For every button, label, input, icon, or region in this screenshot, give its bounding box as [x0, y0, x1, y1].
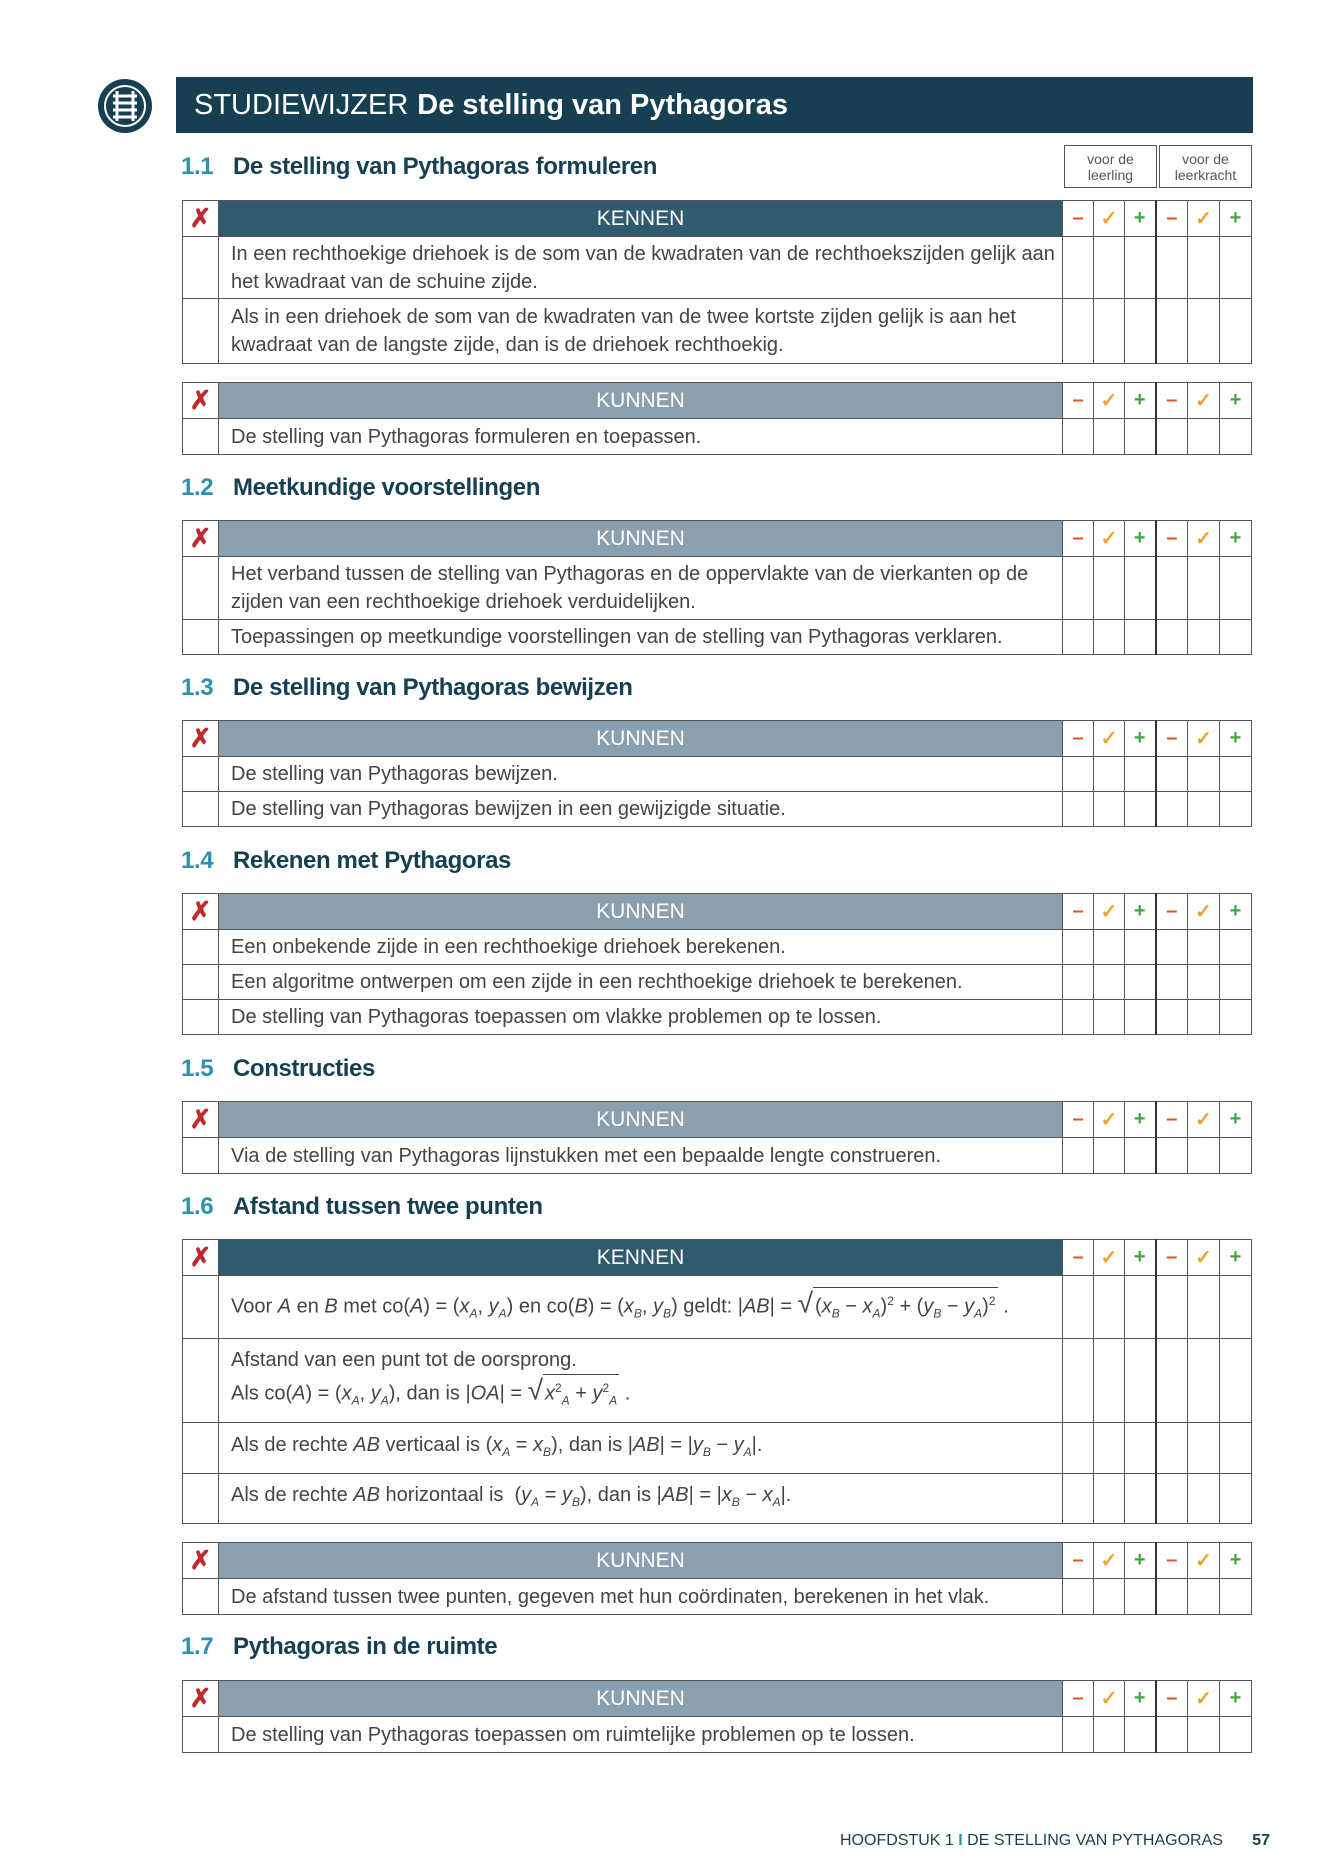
table-header-row [183, 894, 1252, 930]
rating-check-teacher[interactable]: ✓ [1188, 894, 1220, 930]
rating-plus-student[interactable]: + [1125, 521, 1156, 557]
checkbox-cell[interactable] [1125, 930, 1156, 965]
rating-minus-student[interactable]: – [1063, 1681, 1094, 1717]
rating-minus-student[interactable]: – [1063, 1102, 1094, 1138]
section-number: 1.4 [181, 847, 214, 874]
formula-horizontal-line: Als de rechte AB horizontaal is $(y_A = y_B)$, dan is $|AB| = |x_B - x_A|$. [219, 1474, 1063, 1524]
table-header-row [183, 201, 1252, 237]
checkbox-cell[interactable] [1220, 237, 1252, 299]
rating-plus-student[interactable]: + [1125, 1543, 1156, 1579]
checkbox-cell[interactable] [1063, 419, 1094, 455]
checkbox-cell[interactable] [1188, 620, 1220, 655]
rating-check-teacher[interactable]: ✓ [1188, 1240, 1220, 1276]
checkbox-cell[interactable] [1188, 1579, 1220, 1615]
checkbox-cell[interactable] [1188, 557, 1220, 620]
rating-plus-teacher[interactable]: + [1220, 1240, 1252, 1276]
table-heading: KUNNEN [219, 894, 1063, 930]
section-number: 1.3 [181, 674, 214, 701]
column-header-teacher-line1: voor de [1182, 151, 1229, 167]
checkbox-cell[interactable] [1094, 237, 1125, 299]
table-header-row [183, 721, 1252, 757]
cross-icon: ✗ [183, 201, 219, 237]
section-title-text: Meetkundige voorstellingen [233, 474, 540, 501]
table-heading: KUNNEN [219, 1543, 1063, 1579]
footer-chapter: HOOFDSTUK 1 [840, 1832, 954, 1849]
checkbox-cell[interactable] [1188, 1276, 1220, 1339]
goal-text: Toepassingen op meetkundige voorstellingen van de stelling van Pythagoras verklaren. [219, 620, 1063, 655]
checkbox-cell[interactable] [1094, 965, 1125, 1000]
checkbox-cell[interactable] [1220, 930, 1252, 965]
goal-text: De afstand tussen twee punten, gegeven met hun coördinaten, berekenen in het vlak. [219, 1579, 1063, 1615]
checkbox-cell[interactable] [1156, 1423, 1188, 1474]
table-row [183, 1000, 1252, 1035]
rating-plus-teacher[interactable]: + [1220, 1681, 1252, 1717]
checkbox-cell[interactable] [1156, 1138, 1188, 1174]
checkbox-cell[interactable] [1220, 1000, 1252, 1035]
rating-check-student[interactable]: ✓ [1094, 383, 1125, 419]
checkbox-cell[interactable] [1188, 792, 1220, 827]
checkbox-cell[interactable] [1188, 930, 1220, 965]
rating-check-teacher[interactable]: ✓ [1188, 201, 1220, 237]
cross-icon: ✗ [183, 721, 219, 757]
table-heading: KUNNEN [219, 1102, 1063, 1138]
section-title-text: Constructies [233, 1055, 375, 1082]
checkbox-cell[interactable] [1220, 792, 1252, 827]
rating-plus-teacher[interactable]: + [1220, 894, 1252, 930]
rating-check-student[interactable]: ✓ [1094, 1102, 1125, 1138]
cross-icon: ✗ [183, 894, 219, 930]
table-heading: KENNEN [219, 201, 1063, 237]
checkbox-cell[interactable] [1063, 620, 1094, 655]
table-header-row [183, 1102, 1252, 1138]
rating-check-student[interactable]: ✓ [1094, 521, 1125, 557]
rating-plus-student[interactable]: + [1125, 1681, 1156, 1717]
cross-icon: ✗ [183, 1681, 219, 1717]
rating-minus-teacher[interactable]: – [1156, 894, 1188, 930]
rating-minus-student[interactable]: – [1063, 1543, 1094, 1579]
rating-check-teacher[interactable]: ✓ [1188, 1543, 1220, 1579]
checkbox-cell[interactable] [1063, 1717, 1094, 1753]
rating-plus-student[interactable]: + [1125, 383, 1156, 419]
checkbox-cell[interactable] [1156, 299, 1188, 364]
column-header-student-line1: voor de [1087, 151, 1134, 167]
checkbox-cell[interactable] [1094, 419, 1125, 455]
table-heading: KUNNEN [219, 721, 1063, 757]
checkbox-cell[interactable] [1094, 1474, 1125, 1524]
checkbox-cell[interactable] [1156, 557, 1188, 620]
checkbox-cell[interactable] [1188, 1474, 1220, 1524]
checkbox-cell[interactable] [1125, 237, 1156, 299]
cross-icon: ✗ [183, 1240, 219, 1276]
checkbox-cell[interactable] [1156, 792, 1188, 827]
checkbox-cell[interactable] [1063, 1339, 1094, 1423]
section-title-1-1 [181, 153, 657, 181]
checkbox-cell[interactable] [1156, 1000, 1188, 1035]
checkbox-cell[interactable] [1220, 620, 1252, 655]
checkbox-cell[interactable] [1125, 299, 1156, 364]
section-title-text: Rekenen met Pythagoras [233, 847, 511, 874]
checkbox-cell[interactable] [1094, 1138, 1125, 1174]
table-row [183, 1276, 1252, 1339]
checkbox-cell[interactable] [1188, 1000, 1220, 1035]
rating-minus-student[interactable]: – [1063, 894, 1094, 930]
checkbox-cell[interactable] [1125, 792, 1156, 827]
goal-text: In een rechthoekige driehoek is de som van de kwadraten van de rechthoekszijden gelijk aan het kwadraat van de schuine zijde. [219, 237, 1063, 299]
checkbox-cell[interactable] [1220, 1339, 1252, 1423]
table-row [183, 557, 1252, 620]
checkbox-cell[interactable] [1094, 1000, 1125, 1035]
rating-minus-student[interactable]: – [1063, 521, 1094, 557]
rating-check-teacher[interactable]: ✓ [1188, 1681, 1220, 1717]
checkbox-cell[interactable] [1125, 1138, 1156, 1174]
kunnen-table-1-6 [182, 1542, 1252, 1615]
kunnen-table-1-2 [182, 520, 1252, 655]
checkbox-cell[interactable] [1156, 237, 1188, 299]
cross-icon: ✗ [183, 383, 219, 419]
goal-text: Een algoritme ontwerpen om een zijde in een rechthoekige driehoek te berekenen. [219, 965, 1063, 1000]
checkbox-cell[interactable] [1094, 1579, 1125, 1615]
rating-plus-student[interactable]: + [1125, 721, 1156, 757]
table-row [183, 299, 1252, 364]
rating-check-teacher[interactable]: ✓ [1188, 721, 1220, 757]
checkbox-cell[interactable] [1156, 1276, 1188, 1339]
column-header-teacher [1159, 145, 1252, 188]
rating-check-teacher[interactable]: ✓ [1188, 521, 1220, 557]
kennen-table-1-6 [182, 1239, 1252, 1524]
section-title-1-4 [181, 847, 511, 875]
checkbox-cell[interactable] [1156, 1339, 1188, 1423]
section-title-1-7 [181, 1633, 497, 1661]
rating-check-student[interactable]: ✓ [1094, 1543, 1125, 1579]
table-row [183, 1423, 1252, 1474]
rating-plus-student[interactable]: + [1125, 894, 1156, 930]
checkbox-cell[interactable] [1094, 1339, 1125, 1423]
column-header-teacher-line2: leerkracht [1174, 167, 1237, 183]
formula-vertical-line: Als de rechte AB verticaal is $(x_A = x_B)$, dan is $|AB| = |y_B - y_A|$. [219, 1423, 1063, 1474]
page-title [176, 77, 1253, 133]
goal-text: De stelling van Pythagoras formuleren en toepassen. [219, 419, 1063, 455]
section-title-1-5 [181, 1055, 375, 1083]
rating-check-teacher[interactable]: ✓ [1188, 383, 1220, 419]
section-title-1-2 [181, 474, 540, 502]
rating-check-student[interactable]: ✓ [1094, 1681, 1125, 1717]
section-title-text: Afstand tussen twee punten [233, 1193, 543, 1220]
table-row [183, 930, 1252, 965]
section-number: 1.5 [181, 1055, 214, 1082]
table-row [183, 1579, 1252, 1615]
goal-text: De stelling van Pythagoras toepassen om vlakke problemen op te lossen. [219, 1000, 1063, 1035]
checkbox-cell[interactable] [1156, 930, 1188, 965]
footer-separator: I [958, 1832, 963, 1849]
table-row [183, 1138, 1252, 1174]
rating-minus-student[interactable]: – [1063, 201, 1094, 237]
checkbox-cell[interactable] [1125, 1339, 1156, 1423]
checkbox-cell[interactable] [1063, 792, 1094, 827]
rating-check-student[interactable]: ✓ [1094, 721, 1125, 757]
table-row [183, 757, 1252, 792]
rating-plus-student[interactable]: + [1125, 1240, 1156, 1276]
checkbox-cell[interactable] [1220, 1474, 1252, 1524]
section-number: 1.6 [181, 1193, 214, 1220]
kunnen-table-1-3 [182, 720, 1252, 827]
checkbox-cell[interactable] [1063, 1579, 1094, 1615]
section-title-text: De stelling van Pythagoras bewijzen [233, 674, 633, 701]
section-number: 1.1 [181, 153, 214, 180]
cross-icon: ✗ [183, 521, 219, 557]
rating-plus-student[interactable]: + [1125, 201, 1156, 237]
checkbox-cell[interactable] [1063, 757, 1094, 792]
table-header-row [183, 1681, 1252, 1717]
page-number: 57 [1252, 1832, 1270, 1849]
formula-distance-origin: Afstand van een punt tot de oorsprong. Als $co(A) = (x_A$, $y_A$), dan is |OA| = √ $x^2_A + y^2_A$ . [219, 1339, 1063, 1423]
checkbox-cell[interactable] [1188, 419, 1220, 455]
section-title-1-6 [181, 1193, 543, 1221]
railway-track-logo-icon [98, 79, 152, 133]
checkbox-cell[interactable] [1125, 1423, 1156, 1474]
section-number: 1.2 [181, 474, 214, 501]
checkbox-cell[interactable] [1063, 930, 1094, 965]
checkbox-cell[interactable] [1094, 1276, 1125, 1339]
kunnen-table-1-1 [182, 382, 1252, 455]
checkbox-cell[interactable] [1220, 965, 1252, 1000]
rating-minus-teacher[interactable]: – [1156, 201, 1188, 237]
table-row [183, 965, 1252, 1000]
column-header-student-line2: leerling [1087, 167, 1134, 183]
checkbox-cell[interactable] [1220, 757, 1252, 792]
rating-check-student[interactable]: ✓ [1094, 894, 1125, 930]
rating-check-teacher[interactable]: ✓ [1188, 1102, 1220, 1138]
checkbox-cell[interactable] [1125, 620, 1156, 655]
checkbox-cell[interactable] [1156, 1474, 1188, 1524]
checkbox-cell[interactable] [1220, 1276, 1252, 1339]
checkbox-cell[interactable] [1125, 1579, 1156, 1615]
checkbox-cell[interactable] [1063, 1000, 1094, 1035]
rating-minus-teacher[interactable]: – [1156, 1681, 1188, 1717]
rating-minus-teacher[interactable]: – [1156, 521, 1188, 557]
checkbox-cell[interactable] [1188, 237, 1220, 299]
section-title-text: Pythagoras in de ruimte [233, 1633, 498, 1660]
table-heading: KUNNEN [219, 383, 1063, 419]
checkbox-cell[interactable] [1220, 419, 1252, 455]
kunnen-table-1-7 [182, 1680, 1252, 1753]
checkbox-cell[interactable] [1156, 620, 1188, 655]
checkbox-cell[interactable] [1094, 1423, 1125, 1474]
goal-text: De stelling van Pythagoras toepassen om ruimtelijke problemen op te lossen. [219, 1717, 1063, 1753]
rating-check-student[interactable]: ✓ [1094, 201, 1125, 237]
rating-minus-teacher[interactable]: – [1156, 1102, 1188, 1138]
checkbox-cell[interactable] [1063, 1276, 1094, 1339]
table-header-row [183, 1240, 1252, 1276]
table-heading: KUNNEN [219, 521, 1063, 557]
checkbox-cell[interactable] [1094, 299, 1125, 364]
section-title-text: De stelling van Pythagoras formuleren [233, 153, 657, 180]
checkbox-cell[interactable] [1125, 419, 1156, 455]
rating-minus-student[interactable]: – [1063, 1240, 1094, 1276]
table-header-row [183, 1543, 1252, 1579]
checkbox-cell[interactable] [1063, 1474, 1094, 1524]
rating-plus-teacher[interactable]: + [1220, 721, 1252, 757]
checkbox-cell[interactable] [1125, 1000, 1156, 1035]
checkbox-cell[interactable] [1063, 557, 1094, 620]
rating-minus-student[interactable]: – [1063, 721, 1094, 757]
checkbox-cell[interactable] [1220, 1138, 1252, 1174]
checkbox-cell[interactable] [1094, 620, 1125, 655]
checkbox-cell[interactable] [1094, 792, 1125, 827]
checkbox-cell[interactable] [1156, 419, 1188, 455]
checkbox-cell[interactable] [1125, 757, 1156, 792]
kennen-table-1-1 [182, 200, 1252, 364]
checkbox-cell[interactable] [1125, 1276, 1156, 1339]
rating-plus-teacher[interactable]: + [1220, 1543, 1252, 1579]
checkbox-cell[interactable] [1188, 299, 1220, 364]
table-row [183, 620, 1252, 655]
table-row [183, 792, 1252, 827]
rating-plus-teacher[interactable]: + [1220, 383, 1252, 419]
footer-title: DE STELLING VAN PYTHAGORAS [967, 1832, 1223, 1849]
checkbox-cell[interactable] [1156, 757, 1188, 792]
table-row [183, 1339, 1252, 1423]
checkbox-cell[interactable] [1220, 1579, 1252, 1615]
checkbox-cell[interactable] [1188, 1717, 1220, 1753]
table-row [183, 419, 1252, 455]
checkbox-cell[interactable] [1063, 1138, 1094, 1174]
checkbox-cell[interactable] [1188, 1339, 1220, 1423]
column-header-student [1064, 145, 1157, 188]
table-row [183, 237, 1252, 299]
rating-minus-teacher[interactable]: – [1156, 1543, 1188, 1579]
kunnen-table-1-5 [182, 1101, 1252, 1174]
checkbox-cell[interactable] [1063, 237, 1094, 299]
checkbox-cell[interactable] [1125, 1474, 1156, 1524]
checkbox-cell[interactable] [1063, 299, 1094, 364]
kunnen-table-1-4 [182, 893, 1252, 1035]
checkbox-cell[interactable] [1094, 1717, 1125, 1753]
checkbox-cell[interactable] [1125, 965, 1156, 1000]
rating-minus-teacher[interactable]: – [1156, 383, 1188, 419]
checkbox-cell[interactable] [1125, 557, 1156, 620]
checkbox-cell[interactable] [1220, 557, 1252, 620]
cross-icon: ✗ [183, 1543, 219, 1579]
table-row [183, 1717, 1252, 1753]
formula-distance-two-points: Voor A en B met $co(A) = (x_A$, $y_A$) en $co(B) = (x_B$, $y_B$) geldt: |AB| = √ $(x_B - x_A)^2 + (y_B - y_A)^2$ . [219, 1276, 1063, 1339]
rating-check-student[interactable]: ✓ [1094, 1240, 1125, 1276]
table-heading: KENNEN [219, 1240, 1063, 1276]
rating-plus-student[interactable]: + [1125, 1102, 1156, 1138]
title-text: De stelling van Pythagoras [417, 88, 788, 121]
table-heading: KUNNEN [219, 1681, 1063, 1717]
checkbox-cell[interactable] [1125, 1717, 1156, 1753]
checkbox-cell[interactable] [1094, 757, 1125, 792]
goal-text: Als in een driehoek de som van de kwadraten van de twee kortste zijden gelijk is aan het kwadraat van de langste zijde, dan is de driehoek rechthoekig. [219, 299, 1063, 364]
checkbox-cell[interactable] [1188, 757, 1220, 792]
checkbox-cell[interactable] [1094, 930, 1125, 965]
goal-text: Een onbekende zijde in een rechthoekige driehoek berekenen. [219, 930, 1063, 965]
rating-minus-student[interactable]: – [1063, 383, 1094, 419]
checkbox-cell[interactable] [1220, 1717, 1252, 1753]
goal-text: Via de stelling van Pythagoras lijnstukken met een bepaalde lengte construeren. [219, 1138, 1063, 1174]
checkbox-cell[interactable] [1156, 1579, 1188, 1615]
section-title-1-3 [181, 674, 632, 702]
title-prefix: STUDIEWIJZER [194, 88, 409, 121]
table-header-row [183, 521, 1252, 557]
page-footer [840, 1832, 1270, 1850]
checkbox-cell[interactable] [1063, 1423, 1094, 1474]
checkbox-cell[interactable] [1063, 965, 1094, 1000]
cross-icon: ✗ [183, 1102, 219, 1138]
rating-minus-teacher[interactable]: – [1156, 721, 1188, 757]
goal-text: Het verband tussen de stelling van Pythagoras en de oppervlakte van de vierkanten op de zijden van een rechthoekige driehoek verduidelijken. [219, 557, 1063, 620]
checkbox-cell[interactable] [1156, 1717, 1188, 1753]
table-header-row [183, 383, 1252, 419]
checkbox-cell[interactable] [1156, 965, 1188, 1000]
checkbox-cell[interactable] [1188, 1423, 1220, 1474]
table-row [183, 1474, 1252, 1524]
rating-minus-teacher[interactable]: – [1156, 1240, 1188, 1276]
goal-text: De stelling van Pythagoras bewijzen. [219, 757, 1063, 792]
checkbox-cell[interactable] [1188, 1138, 1220, 1174]
checkbox-cell[interactable] [1220, 1423, 1252, 1474]
rating-plus-teacher[interactable]: + [1220, 521, 1252, 557]
goal-text: De stelling van Pythagoras bewijzen in een gewijzigde situatie. [219, 792, 1063, 827]
section-number: 1.7 [181, 1633, 214, 1660]
rating-plus-teacher[interactable]: + [1220, 1102, 1252, 1138]
rating-plus-teacher[interactable]: + [1220, 201, 1252, 237]
checkbox-cell[interactable] [1094, 557, 1125, 620]
goal-text: Afstand van een punt tot de oorsprong. [231, 1349, 577, 1372]
checkbox-cell[interactable] [1220, 299, 1252, 364]
checkbox-cell[interactable] [1188, 965, 1220, 1000]
